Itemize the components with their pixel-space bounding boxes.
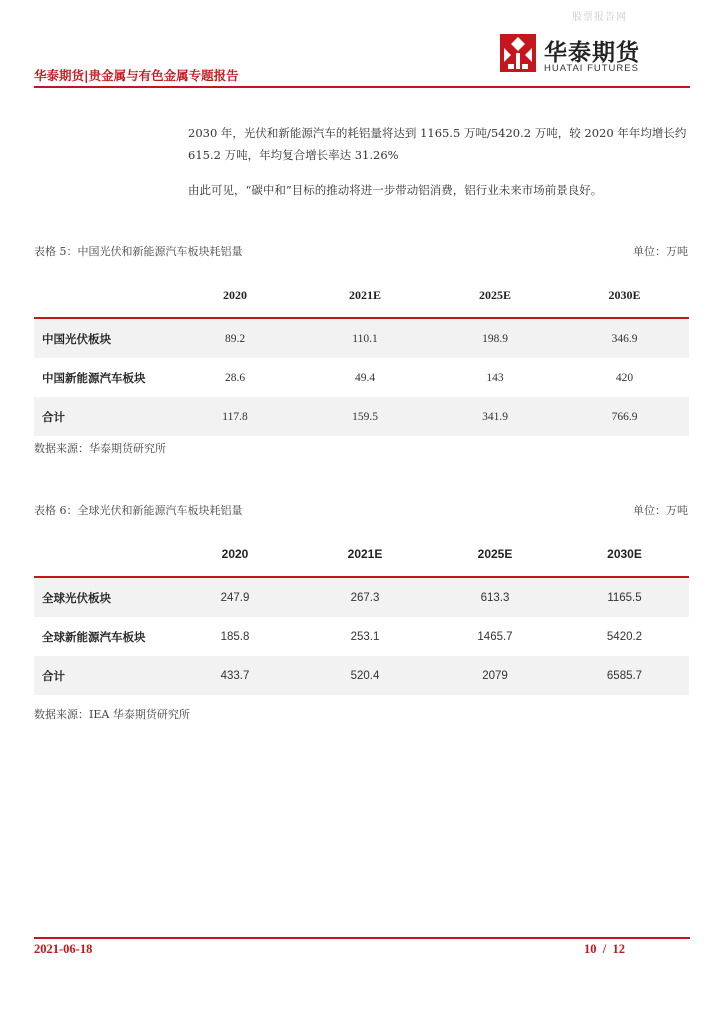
- table-row: [34, 577, 689, 617]
- table-header-row: [34, 273, 689, 318]
- page-number: 10 / 12: [584, 942, 625, 956]
- table-cell: 1165.5: [560, 577, 689, 617]
- table-6-unit: 单位：万吨: [633, 504, 688, 517]
- column-header: 2020: [170, 532, 300, 577]
- table-cell: 28.6: [224, 371, 246, 384]
- table-5-source: 数据来源：华泰期货研究所: [34, 442, 166, 455]
- table-cell: 198.9: [430, 318, 560, 358]
- table-row: [34, 397, 689, 436]
- column-header: 2025E: [430, 273, 560, 318]
- row-label: 全球新能源汽车板块: [42, 629, 146, 644]
- column-header: 2020: [170, 273, 300, 318]
- column-header: 2030E: [560, 532, 689, 577]
- table-cell: 433.7: [170, 656, 300, 695]
- column-header: [34, 273, 170, 318]
- table-header-row: [34, 532, 689, 577]
- row-label: 中国新能源汽车板块: [42, 370, 146, 385]
- table-5: [34, 273, 689, 436]
- table-5-caption: [34, 243, 688, 259]
- watermark-text: 股票报告网: [572, 12, 627, 23]
- table-cell: 6585.7: [560, 656, 689, 695]
- table-row: [34, 318, 689, 358]
- table-cell: 117.8: [170, 397, 300, 436]
- table-cell: 2079: [430, 656, 560, 695]
- table-cell: 346.9: [560, 318, 689, 358]
- column-header: 2030E: [560, 273, 689, 318]
- body-paragraph-1: 2030 年，光伏和新能源汽车的耗铝量将达到 1165.5 万吨/5420.2 万吨，较 2020 年年均增长约 615.2 万吨，年均复合增长率达 31.26%: [188, 126, 687, 162]
- column-header: 2021E: [300, 532, 430, 577]
- huatai-logo: [500, 34, 650, 78]
- table-cell: 267.3: [300, 577, 430, 617]
- table-cell: 110.1: [300, 318, 430, 358]
- table-6-title: 表格 6：全球光伏和新能源汽车板块耗铝量: [34, 504, 243, 517]
- table-6-caption: [34, 502, 688, 518]
- table-cell: 253.1: [350, 630, 380, 643]
- body-paragraph-2: 由此可见，“碳中和”目标的推动将进一步带动铝消费，铝行业未来市场前景良好。: [188, 183, 603, 197]
- table-cell: 5420.2: [606, 630, 643, 643]
- footer-date: 2021-06-18: [34, 942, 93, 956]
- brand-name-cn: 华泰期货: [544, 40, 640, 66]
- table-cell: 420: [615, 371, 634, 384]
- row-label: 全球光伏板块: [34, 577, 170, 617]
- header-divider: [34, 86, 690, 88]
- table-cell: 1465.7: [477, 630, 513, 643]
- column-header: [34, 532, 170, 577]
- table-cell: 613.3: [430, 577, 560, 617]
- report-header-title: 华泰期货|贵金属与有色金属专题报告: [34, 68, 239, 83]
- table-row: [34, 656, 689, 695]
- table-cell: 766.9: [560, 397, 689, 436]
- table-cell: 159.5: [300, 397, 430, 436]
- huatai-emblem-icon: [500, 34, 536, 72]
- table-row: [34, 358, 689, 397]
- table-5-unit: 单位：万吨: [633, 245, 688, 258]
- table-cell: 247.9: [170, 577, 300, 617]
- table-6-source: 数据来源：IEA 华泰期货研究所: [34, 708, 190, 721]
- table-cell: 341.9: [430, 397, 560, 436]
- table-6: [34, 532, 689, 695]
- table-cell: 89.2: [170, 318, 300, 358]
- table-cell: 49.4: [354, 371, 376, 384]
- table-row: [34, 617, 689, 656]
- table-cell: 520.4: [300, 656, 430, 695]
- row-label: 合计: [34, 397, 170, 436]
- row-label: 合计: [34, 656, 170, 695]
- table-5-title: 表格 5：中国光伏和新能源汽车板块耗铝量: [34, 245, 243, 258]
- column-header: 2021E: [300, 273, 430, 318]
- brand-name-en: HUATAI FUTURES: [544, 63, 639, 74]
- table-cell: 185.8: [220, 630, 250, 643]
- row-label: 中国光伏板块: [34, 318, 170, 358]
- footer-divider: [34, 937, 690, 939]
- table-cell: 143: [486, 371, 504, 384]
- column-header: 2025E: [430, 532, 560, 577]
